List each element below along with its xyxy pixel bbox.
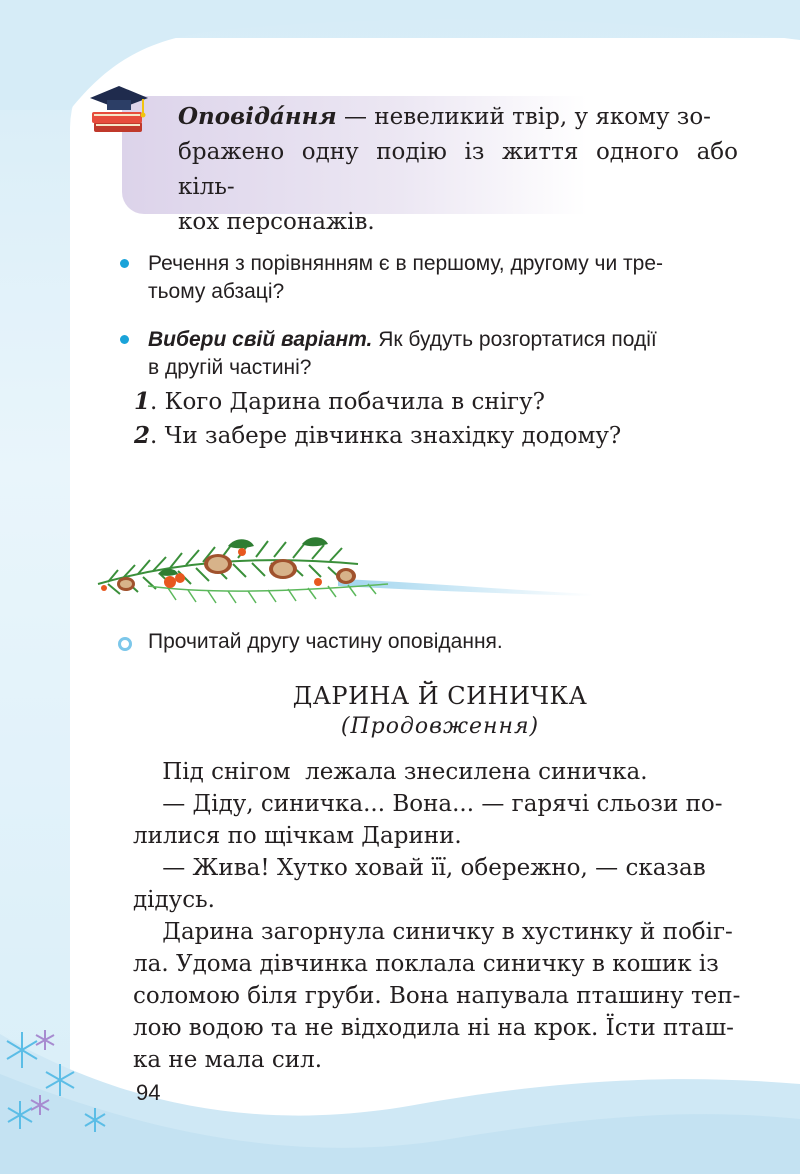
question-item xyxy=(118,250,748,306)
question-2-lead: Вибери свій варіант. xyxy=(148,328,373,351)
page-number: 94 xyxy=(136,1080,161,1105)
question-1-line-1: Речення з порівнянням є в першому, другому чи тре- xyxy=(148,252,664,275)
story-line: лою водою та не відходила ні на крок. Їсти пташ- xyxy=(133,1015,734,1041)
story-title: ДАРИНА Й СИНИЧКА xyxy=(292,682,588,710)
option-1: 1. Кого Дарина побачила в снігу? xyxy=(134,388,545,415)
instruction-text: Прочитай другу частину оповідання. xyxy=(148,630,503,653)
pine-branch-decoration xyxy=(88,524,608,614)
story-line: — Діду, синичка... Вона... — гарячі сльози по- xyxy=(133,791,723,817)
question-2-line-1: Як будуть розгортатися події xyxy=(372,328,657,351)
story-line: соломою біля груби. Вона напувала пташину теп- xyxy=(133,983,741,1009)
answer-options xyxy=(134,385,754,453)
story-text xyxy=(133,756,741,1076)
bullet-dot-icon xyxy=(120,335,129,344)
definition-term: Оповіда́ння xyxy=(178,103,337,130)
ring-bullet-icon xyxy=(118,637,132,651)
story-line: Під снігом лежала знесилена синичка. xyxy=(133,759,648,785)
definition-line-3: кох персонажів. xyxy=(178,209,375,235)
story-subtitle: (Продовження) xyxy=(340,714,540,739)
question-list xyxy=(118,250,748,402)
definition-line-2: бражено одну подію із життя одного або кіль- xyxy=(178,139,738,200)
question-item xyxy=(118,326,748,382)
definition-text xyxy=(178,99,738,240)
story-line: лилися по щічкам Дарини. xyxy=(133,823,462,849)
story-line: дідусь. xyxy=(133,887,215,913)
snowflakes-decoration xyxy=(0,1020,130,1150)
story-line: ла. Удома дівчинка поклала синичку в кошик із xyxy=(133,951,719,977)
question-1-line-2: тьому абзаці? xyxy=(148,280,285,303)
books-graduation-cap-icon xyxy=(88,82,150,142)
story-line: ка не мала сил. xyxy=(133,1047,323,1073)
question-2-line-2: в другій частині? xyxy=(148,356,312,379)
story-line: — Жива! Хутко ховай її, обережно, — сказав xyxy=(133,855,706,881)
definition-line-1: — невеликий твір, у якому зо- xyxy=(344,104,711,130)
reading-instruction xyxy=(118,628,778,656)
bullet-dot-icon xyxy=(120,259,129,268)
story-line: Дарина загорнула синичку в хустинку й побіг- xyxy=(133,919,733,945)
option-2: 2. Чи забере дівчинка знахідку додому? xyxy=(134,422,622,449)
